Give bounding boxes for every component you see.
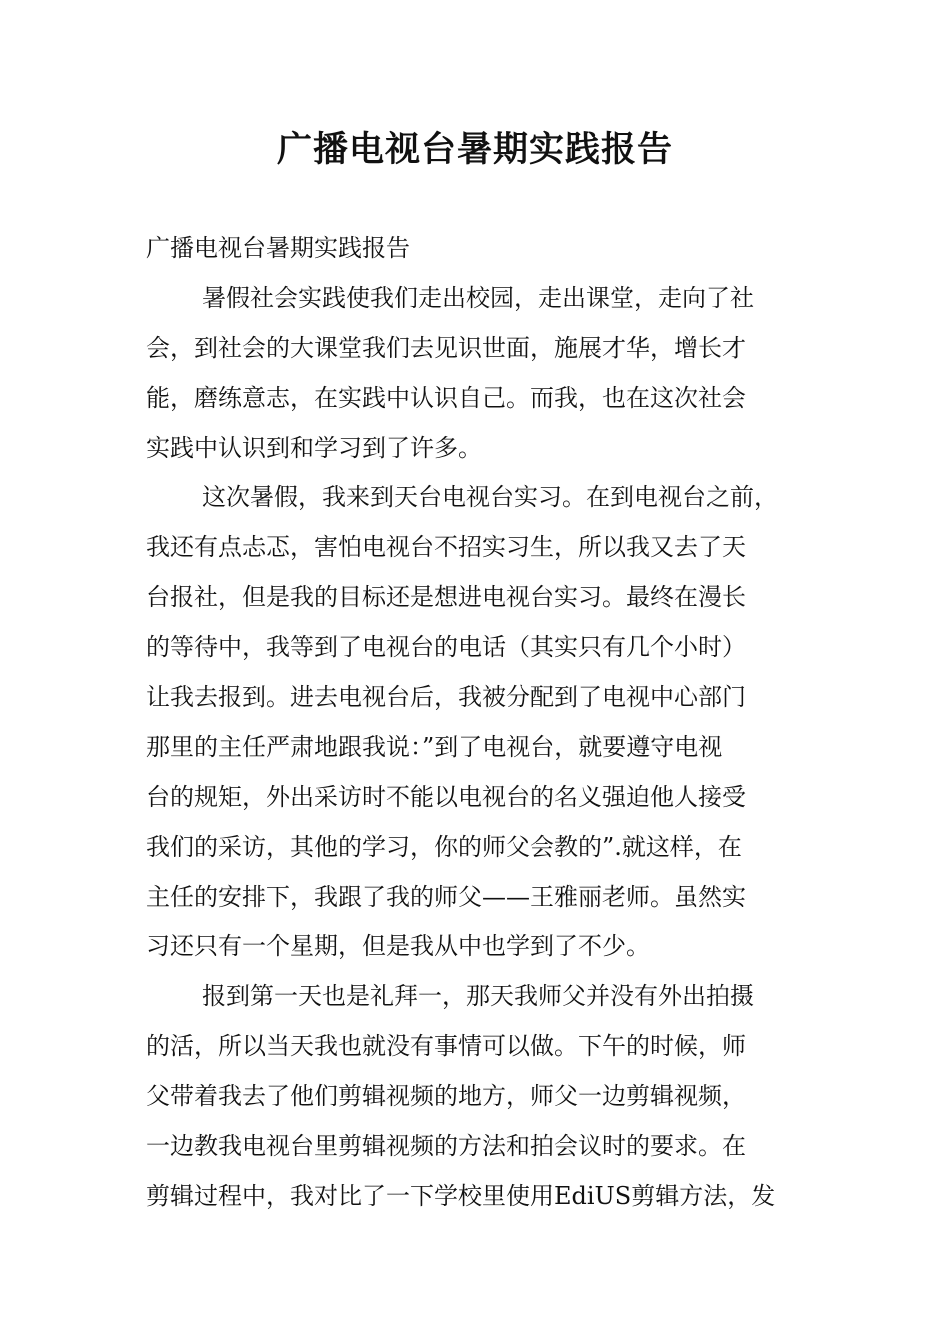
body-line: 台报社，但是我的目标还是想进电视台实习。最终在漫长 <box>146 583 746 612</box>
body-line: 一边教我电视台里剪辑视频的方法和拍会议时的要求。在 <box>146 1132 746 1161</box>
body-line: 会，到社会的大课堂我们去见识世面，施展才华，增长才 <box>146 333 746 362</box>
body-line: 台的规矩，外出采访时不能以电视台的名义强迫他人接受 <box>146 782 746 811</box>
body-line: 报到第一天也是礼拜一，那天我师父并没有外出拍摄 <box>202 982 754 1011</box>
body-line: 实践中认识到和学习到了许多。 <box>146 433 482 462</box>
body-line: 那里的主任严肃地跟我说：”到了电视台，就要遵守电视 <box>146 732 723 761</box>
body-line: 主任的安排下，我跟了我的师父——王雅丽老师。虽然实 <box>146 882 746 911</box>
body-line: 我们的采访，其他的学习，你的师父会教的”.就这样，在 <box>146 832 742 861</box>
body-line: 习还只有一个星期，但是我从中也学到了不少。 <box>146 932 650 961</box>
body-line: 父带着我去了他们剪辑视频的地方，师父一边剪辑视频， <box>146 1082 746 1111</box>
document-title: 广播电视台暑期实践报告 <box>276 130 673 170</box>
body-line: 的活，所以当天我也就没有事情可以做。下午的时候，师 <box>146 1032 746 1061</box>
body-line: 广播电视台暑期实践报告 <box>146 234 410 262</box>
body-line: 我还有点忐忑，害怕电视台不招实习生，所以我又去了天 <box>146 533 746 562</box>
body-line: 剪辑过程中，我对比了一下学校里使用EdiUS剪辑方法，发 <box>146 1181 776 1210</box>
body-line: 让我去报到。进去电视台后，我被分配到了电视中心部门 <box>146 683 746 712</box>
body-line: 暑假社会实践使我们走出校园，走出课堂，走向了社 <box>202 283 754 312</box>
body-line: 这次暑假，我来到天台电视台实习。在到电视台之前， <box>202 483 778 512</box>
body-line: 的等待中，我等到了电视台的电话（其实只有几个小时） <box>146 633 746 662</box>
body-line: 能，磨练意志，在实践中认识自己。而我，也在这次社会 <box>146 383 746 412</box>
document-body <box>146 224 810 1222</box>
